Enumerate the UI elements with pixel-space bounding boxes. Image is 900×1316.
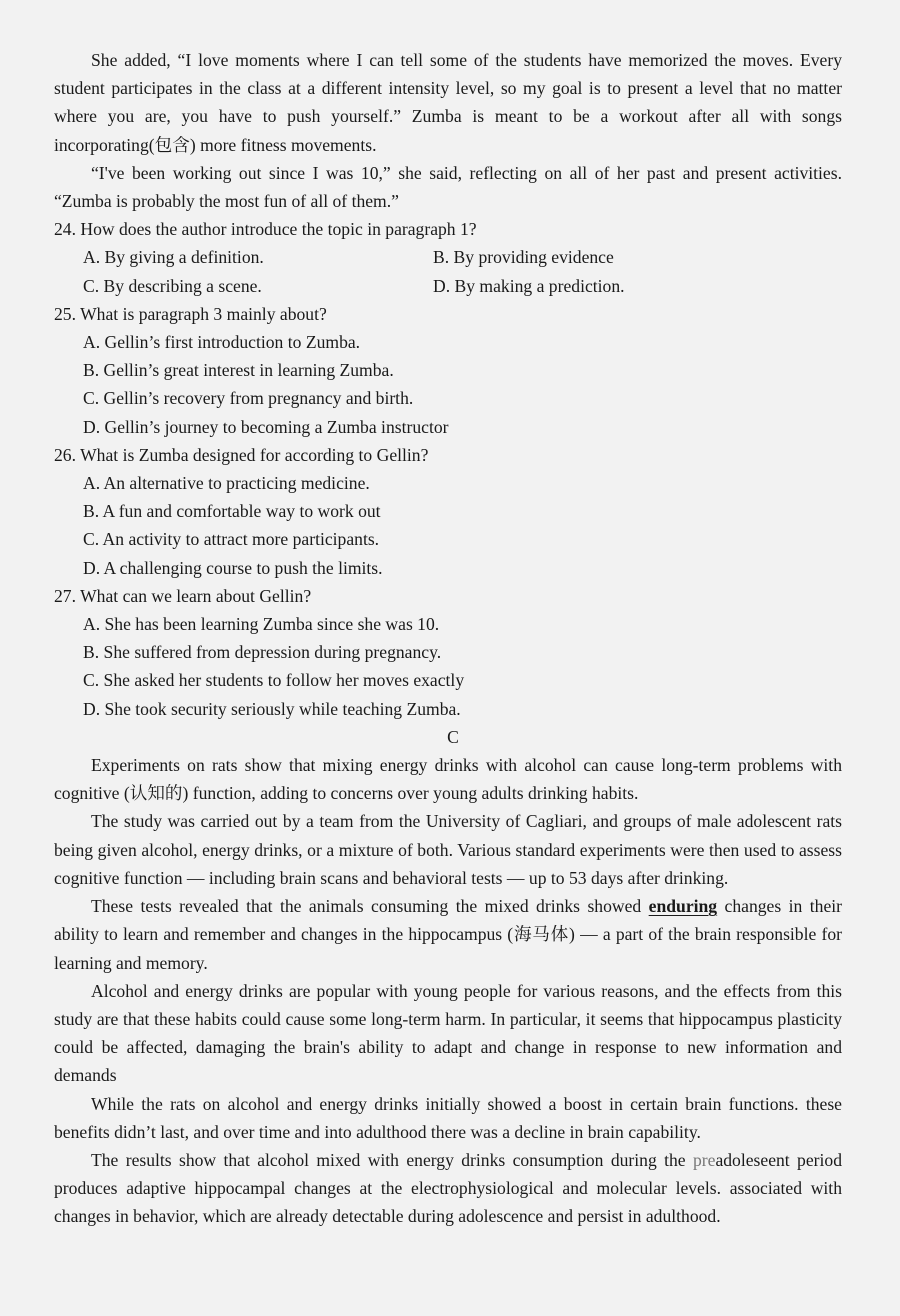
option-d: D. Gellin’s journey to becoming a Zumba instructor <box>83 416 449 437</box>
paragraph-text: adoleseent period produces adaptive hippocampal changes at the electrophysiological and molecular levels. associated with changes in behavior, which are already detectable during adolescence and persist in adulthood. <box>54 1149 842 1227</box>
passage-c-paragraph: Alcohol and energy drinks are popular with young people for various reasons, and the effects from this study are that these habits could cause some long-term harm. In particular, it seems that hippocampus plasticity could be affected, damaging the brain's ability to adapt and change in response to new information and demands <box>54 980 842 1086</box>
question-stem: 27. What can we learn about Gellin? <box>54 585 312 606</box>
passage-c-label: C <box>447 726 459 747</box>
option-d: D. A challenging course to push the limits. <box>83 557 383 578</box>
question-24 <box>54 215 842 300</box>
faded-text: pre <box>692 1149 716 1170</box>
option-a: A. She has been learning Zumba since she was 10. <box>83 614 440 635</box>
option-c: C. She asked her students to follow her moves exactly <box>83 670 465 691</box>
passage-b-paragraph: She added, “I love moments where I can tell some of the students have memorized the moves. Every student participates in the class at a different intensity level, so my goal is to present a level that no matter where you are, you have to push yourself.” Zumba is meant to be a workout after all with songs incorporating(包含) more fitness movements. <box>54 50 842 155</box>
option-b: B. By providing evidence <box>433 247 614 268</box>
question-stem: 26. What is Zumba designed for according to Gellin? <box>54 444 429 465</box>
passage-c-paragraph: Experiments on rats show that mixing energy drinks with alcohol can cause long-term problems with cognitive (认知的) function, adding to concerns over young adults drinking habits. <box>54 755 842 804</box>
paragraph-text: These tests revealed that the animals consuming the mixed drinks showed <box>91 896 649 917</box>
passage-b-paragraph: “I've been working out since I was 10,” she said, reflecting on all of her past and present activities. “Zumba is probably the most fun of all of them.” <box>54 162 842 212</box>
question-25 <box>54 300 842 441</box>
question-options <box>54 243 842 299</box>
question-stem: 24. How does the author introduce the topic in paragraph 1? <box>54 219 477 240</box>
option-c: C. By describing a scene. <box>83 275 262 296</box>
passage-c-paragraph: The study was carried out by a team from the University of Cagliari, and groups of male adolescent rats being given alcohol, energy drinks, or a mixture of both. Various standard experiments were then used to assess cognitive function — including brain scans and behavioral tests — up to 53 days after drinking. <box>54 811 842 888</box>
paragraph-text: The results show that alcohol mixed with energy drinks consumption during the <box>91 1149 693 1170</box>
passage-c-paragraph <box>54 892 842 977</box>
question-26 <box>54 441 842 582</box>
option-a: A. By giving a definition. <box>83 247 264 268</box>
option-b: B. She suffered from depression during pregnancy. <box>83 642 442 663</box>
option-c: C. An activity to attract more participants. <box>83 529 380 550</box>
option-a: A. Gellin’s first introduction to Zumba. <box>83 332 361 353</box>
question-27 <box>54 582 842 723</box>
underlined-keyword: enduring <box>648 896 718 917</box>
option-b: B. Gellin’s great interest in learning Zumba. <box>83 360 394 381</box>
question-options <box>54 469 842 582</box>
question-options <box>54 610 842 723</box>
question-options <box>54 328 842 441</box>
option-d: D. She took security seriously while teaching Zumba. <box>83 698 461 719</box>
passage-c-paragraph <box>54 1146 842 1231</box>
option-b: B. A fun and comfortable way to work out <box>83 501 381 522</box>
question-stem: 25. What is paragraph 3 mainly about? <box>54 303 327 324</box>
option-c: C. Gellin’s recovery from pregnancy and birth. <box>83 388 414 409</box>
option-d: D. By making a prediction. <box>433 275 625 296</box>
option-a: A. An alternative to practicing medicine. <box>83 473 370 494</box>
paragraph-text: changes in their ability to learn and remember and changes in the hippocampus (海马体) — a part of the brain responsible for learning and memory. <box>54 896 842 973</box>
passage-c-paragraph: While the rats on alcohol and energy drinks initially showed a boost in certain brain functions. these benefits didn’t last, and over time and into adulthood there was a decline in brain capability. <box>54 1093 842 1142</box>
